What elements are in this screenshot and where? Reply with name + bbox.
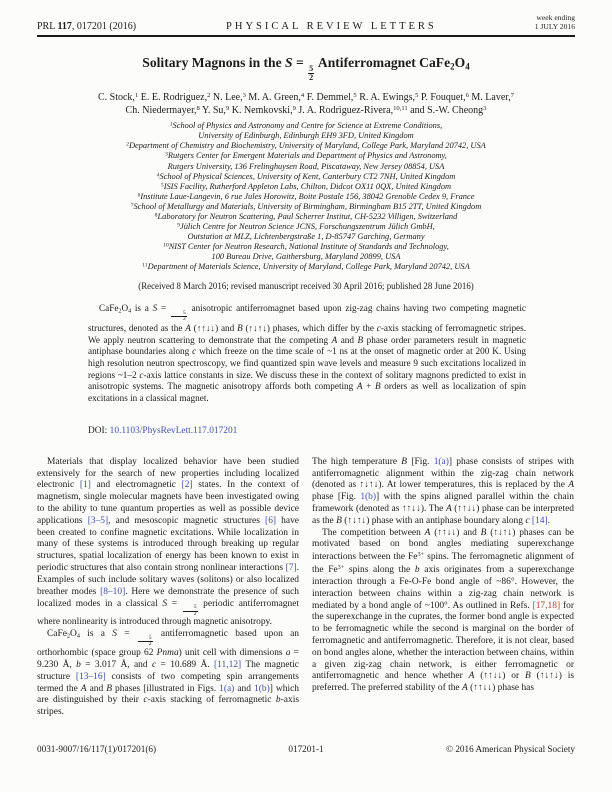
- left-column: [37, 457, 299, 719]
- affiliation-line: Rutgers University, 136 Frelinghuysen Road, Piscataway, New Jersey 08854, USA: [167, 161, 445, 171]
- citation-link[interactable]: [14]: [531, 515, 548, 526]
- issue-date-value: 1 JULY 2016: [534, 21, 575, 31]
- affiliation-line: 100 Bureau Drive, Gaithersburg, Maryland 20899, USA: [211, 252, 401, 262]
- right-column: [312, 457, 574, 719]
- affiliation-line: $^3$Rutgers Center for Emergent Materials and Department of Physics and Astronomy,: [165, 151, 447, 161]
- page-header: [37, 14, 575, 32]
- citation-link[interactable]: [6]: [265, 515, 277, 526]
- issn-code: 0031-9007/16/117(1)/017201(6): [37, 744, 157, 754]
- copyright-notice: © 2016 American Physical Society: [446, 744, 575, 754]
- citation-link[interactable]: [3–5]: [87, 515, 109, 526]
- affiliation-line: $^{11}$Department of Materials Science, University of Maryland, College Park, Maryland 20742, USA: [142, 262, 470, 272]
- doi-line: [88, 426, 575, 436]
- citation-link[interactable]: [17,18]: [532, 600, 561, 611]
- citation-link[interactable]: [7]: [285, 563, 297, 574]
- affiliation-line: $^2$Department of Chemistry and Biochemistry, University of Maryland, College Park, Maryland 20742, USA: [126, 141, 486, 151]
- citation-link[interactable]: [1]: [79, 480, 91, 491]
- page-footer: [37, 744, 575, 754]
- citation-link[interactable]: [13–16]: [75, 671, 106, 682]
- page-number: 017201-1: [288, 744, 324, 754]
- author-list: [37, 92, 575, 118]
- figure-link[interactable]: 1(b): [360, 492, 377, 503]
- journal-reference: PRL 117, 017201 (2016): [37, 20, 137, 32]
- affiliation-line: $^8$Laboratory for Neutron Scattering, Paul Scherrer Institut, CH-5232 Villigen, Switzerland: [154, 211, 458, 221]
- doi-label: DOI:: [88, 425, 110, 436]
- affiliation-line: $^{10}$NIST Center for Neutron Research, National Institute of Standards and Technology,: [163, 242, 449, 252]
- affiliation-line: $^9$Jülich Centre for Neutron Science JCNS, Forschungszentrum Jülich GmbH,: [177, 222, 435, 232]
- fraction: $\frac{5}{2}$: [183, 605, 198, 618]
- paragraph: The high temperature B [Fig. 1(a)] phase consists of stripes with antiferromagnetic alignment within the zig-zag chain network (denoted as ↑↓↑↓). At lower temperatures, this is replaced by the A phase [Fig. 1(b)] with the spins aligned parallel within the chain framework (denoted as ↑↑↓↓). The A (↑↑↓↓) phase can be interpreted as the B (↑↓↑↓) phase with an antiphase boundary along c [14].: [312, 456, 574, 526]
- paragraph: The competition between A (↑↑↓↓) and B (↑↓↑↓) phases can be motivated based on bond angles mediating superexchange interactions between the $Fe^{3+}$ spins. The ferromagnetic alignment of the $Fe^{3+}$ spins along the b axis originates from a superexchange interaction through a Fe-O-Fe bond angle of ~86°. However, the interaction between chains within a zig-zag chain network is mediated by a bond angle of ~100°. As outlined in Refs. [17,18] for the superexchange in the cuprates, the former bond angle is expected to be ferromagnetic while the second is marginal on the border of ferromagnetic and antiferromagnetic. Therefore, it is not clear, based on bond angles alone, whether the interaction between chains, within a given zig-zag chain network, is either ferromagnetic or antiferromagnetic and hence whether A (↑↑↓↓) or B (↑↓↑↓) is preferred. The preferred stability of the A (↑↑↓↓) phase has: [312, 527, 575, 694]
- body-text: [37, 457, 575, 719]
- paragraph: Materials that display localized behavior have been studied extensively for the search of new properties including localized electronic [1] and electromagnetic [2] states. In the context of magnetism, single molecular magnets have been investigated owing to the ability to tune quantum properties as well as possible device applications [3–5], and mesoscopic magnetic structures [6] have been created to confine magnetic excitations. While localization in many of these systems is introduced through breaking up regular structures, spatial localization of energy has been known to exist in periodic structures that also contain strong nonlinear interactions [7]. Examples of such include solitary waves (solitons) or also localized breather modes [8–10]. Here we demonstrate the presence of such localized modes in a classical S = $\frac{5}{2}$ periodic antiferromagnet where nonlinearity is introduced through magnetic anisotropy.: [37, 456, 300, 628]
- paper-title: Solitary Magnons in the S = $\frac{5}{2}$ Antiferromagnet $CaFe_2O_4$: [142, 55, 470, 83]
- citation-link[interactable]: [11,12]: [214, 660, 242, 671]
- issue-date: [535, 14, 575, 32]
- week-ending-label: week ending: [536, 13, 575, 22]
- received-line: (Received 8 March 2016; revised manuscript received 30 April 2016; published 28 June 2016): [138, 281, 474, 292]
- figure-link[interactable]: 1(a): [433, 456, 449, 467]
- paragraph: $CaFe_2O_4$ is a S = $\frac{5}{2}$ antiferromagnetic based upon an orthorhombic (space group 62 Pnma) unit cell with dimensions a = 9.230 Å, b = 3.017 Å, and c = 10.689 Å. [11,12] The magnetic structure [13–16] consists of two competing spin arrangements termed the A and B phases [illustrated in Figs. 1(a) and 1(b)] which are distinguished by their c-axis stacking of ferromagnetic b-axis stripes.: [37, 629, 299, 718]
- citation-link[interactable]: [2]: [181, 480, 193, 491]
- citation-link[interactable]: [8–10]: [100, 586, 126, 597]
- fraction: $\frac{5}{2}$: [138, 636, 153, 649]
- affiliation-line: $^4$School of Physical Sciences, University of Kent, Canterbury CT2 7NH, United Kingdom: [156, 171, 456, 181]
- fraction: $\frac{5}{2}$: [171, 311, 187, 323]
- affiliation-line: $^1$School of Physics and Astronomy and Centre for Science at Extreme Conditions,: [169, 121, 443, 131]
- affiliation-line: Outstation at MLZ, Lichtenbergstraße 1, D-85747 Garching, Germany: [187, 232, 425, 242]
- author-line-1: C. Stock,$^1$ E. E. Rodriguez,$^2$ N. Lee,$^3$ M. A. Green,$^4$ F. Demmel,$^5$ R. A. Ewings,$^5$ P. Fouquet,$^6$ M. Laver,$^7$: [97, 92, 514, 104]
- author-line-2: Ch. Niedermayer,$^8$ Y. Su,$^9$ K. Nemkovski,$^9$ J. A. Rodriguez-Rivera,$^{10,11}$ and S.-W. Cheong$^3$: [125, 105, 487, 117]
- affiliation-line: $^7$School of Metallurgy and Materials, University of Birmingham, Birmingham B15 2TT, United Kingdom: [130, 201, 482, 211]
- journal-name: PHYSICAL REVIEW LETTERS: [226, 20, 437, 32]
- affiliations: [37, 121, 575, 272]
- header-rule: [37, 35, 575, 37]
- doi-link[interactable]: 10.1103/PhysRevLett.117.017201: [109, 425, 238, 436]
- affiliation-line: $^6$Institute Laue-Langevin, 6 rue Jules Horowitz, Boite Postale 156, 38042 Grenoble Cedex 9, France: [137, 191, 475, 201]
- affiliation-line: University of Edinburgh, Edinburgh EH9 3FD, United Kingdom: [198, 131, 414, 141]
- figure-link[interactable]: 1(b): [254, 683, 270, 694]
- affiliation-line: $^5$ISIS Facility, Rutherford Appleton Labs, Chilton, Didcot OX11 0QX, United Kingdom: [160, 181, 452, 191]
- abstract: $CaFe_2O_4$ is a S = $\frac{5}{2}$ anisotropic antiferromagnet based upon zig-zag chains having two competing magnetic structures, denoted as the A (↑↑↓↓) and B (↑↓↑↓) phases, which differ by the c-axis stacking of ferromagnetic stripes. We apply neutron scattering to demonstrate that the competing A and B phase order parameters result in magnetic antiphase boundaries along c which freeze on the time scale of ~1 ns at the onset of magnetic order at 200 K. Using high resolution neutron spectroscopy, we find quantized spin wave levels and measure 9 such excitations localized in regions ~1–2 c-axis lattice constants in size. We discuss these in the context of solitary magnons predicted to exist in anisotropic systems. The magnetic anisotropy affords both competing A + B orders as well as localization of spin excitations in a classical magnet.: [88, 303, 527, 404]
- figure-link[interactable]: 1(a): [219, 683, 235, 694]
- fraction: $\frac{5}{2}$: [309, 63, 314, 83]
